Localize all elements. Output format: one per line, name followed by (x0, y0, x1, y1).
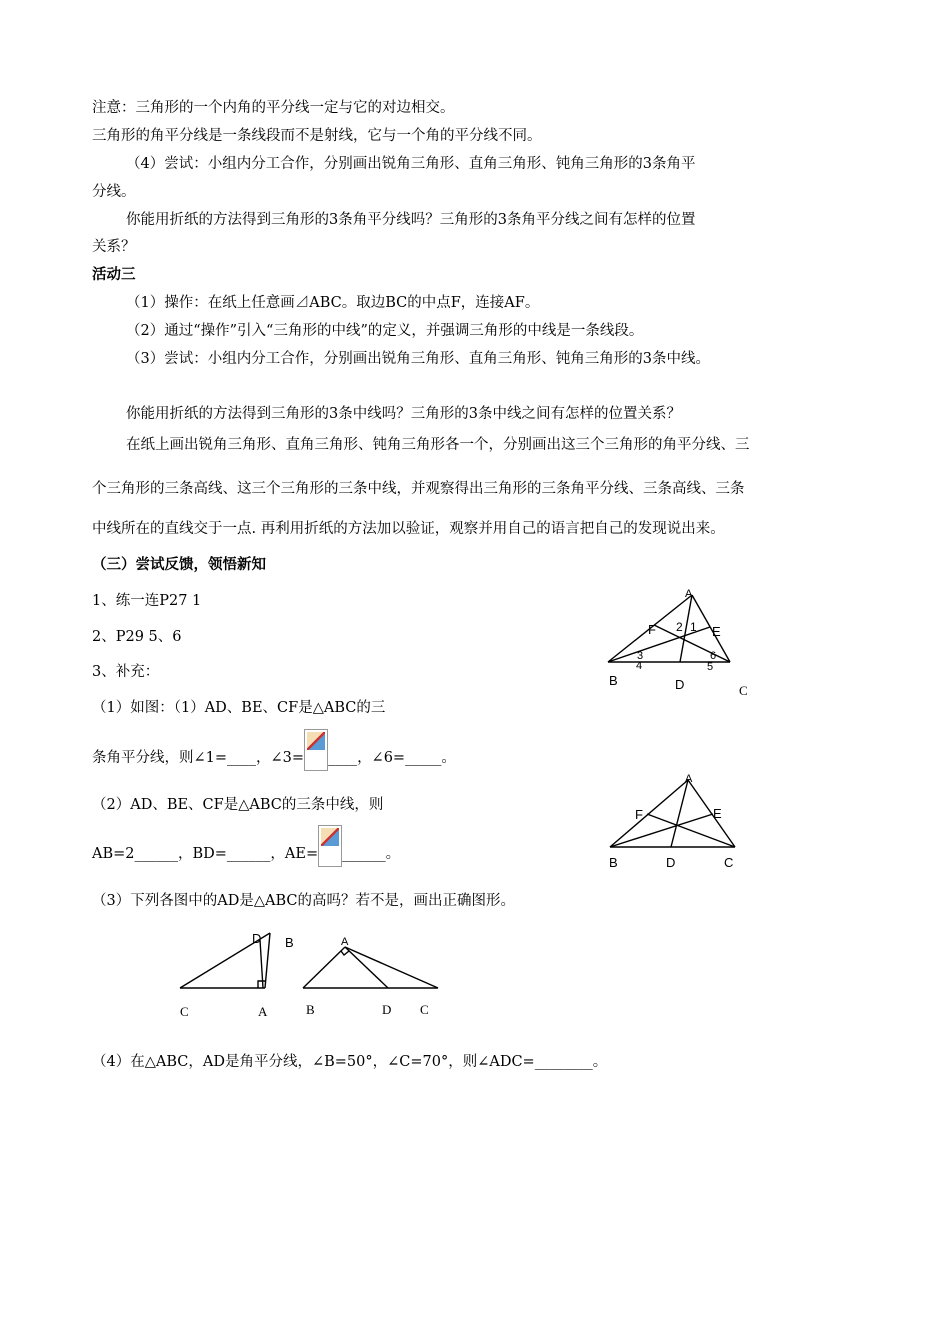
activity-3-heading: 活动三 (92, 267, 136, 283)
note-text: 注意：三角形的一个内角的平分线一定与它的对边相交。 (92, 100, 455, 116)
fig1-label-a: A (685, 588, 693, 600)
fig4-label-c: C (420, 1002, 429, 1017)
fig3-right-angle-mark (258, 981, 265, 988)
fold-bisectors-line1: 你能用折纸的方法得到三角形的3条角平分线吗？三角形的3条角平分线之间有怎样的位置 (126, 212, 696, 228)
supp-1-part2: ____，∠6=_____。 (328, 750, 456, 766)
fig4-label-b: B (306, 1002, 315, 1017)
fig1-label-5: 5 (707, 661, 714, 673)
bisector-segment-text: 三角形的角平分线是一条线段而不是射线，它与一个角的平分线不同。 (92, 128, 542, 144)
fig4-label-a: A (341, 936, 349, 948)
fig2-label-a: A (685, 773, 693, 785)
supp-1-line2 (92, 749, 456, 771)
fig2-median-ad (671, 780, 688, 847)
figure-right-triangle (170, 928, 310, 1028)
fig3-label-b: B (285, 935, 294, 950)
fig2-label-b: B (609, 855, 618, 870)
fig1-label-2: 2 (676, 620, 683, 634)
supp-1-line1: （1）如图：（1）AD、BE、CF是△ABC的三 (92, 700, 386, 716)
exercise-2: 2、P29 5、6 (92, 629, 182, 645)
fig4-angle-mark (341, 951, 349, 955)
figure-angle-bisectors (600, 585, 760, 700)
fig1-label-1: 1 (690, 620, 697, 634)
activity-3-step-3: （3）尝试：小组内分工合作，分别画出锐角三角形、直角三角形、钝角三角形的3条中线。 (126, 351, 710, 367)
fig3-side-ab (265, 933, 270, 988)
embedded-image-placeholder (304, 729, 328, 771)
exercise-1: 1、练一连P27 1 (92, 593, 202, 609)
fig1-label-b: B (609, 673, 618, 688)
fold-medians-question: 你能用折纸的方法得到三角形的3条中线吗？三角形的3条中线之间有怎样的位置关系？ (126, 406, 681, 422)
fig2-label-e: E (713, 806, 722, 821)
fig2-side-ac (688, 780, 735, 847)
fig3-label-d: D (252, 931, 262, 946)
try-bisectors-line2: 分线。 (92, 184, 136, 200)
fig4-side-ba (303, 947, 345, 988)
section-3-heading: （三）尝试反馈，领悟新知 (92, 557, 266, 573)
supp-2-line2 (92, 845, 400, 867)
supp-3: （3）下列各图中的AD是△ABC的高吗？若不是，画出正确图形。 (92, 893, 515, 909)
fold-bisectors-line2: 关系？ (92, 239, 136, 255)
activity-3-step-1: （1）操作：在纸上任意画⊿ABC。取边BC的中点F，连接AF。 (126, 295, 540, 311)
supp-2-line1: （2）AD、BE、CF是△ABC的三条中线，则 (92, 797, 384, 813)
fig2-label-d: D (666, 855, 676, 870)
fig4-label-d: D (382, 1002, 392, 1017)
fig2-label-c: C (724, 855, 734, 870)
fig3-label-c: C (180, 1004, 189, 1019)
fig4-segment-ad (345, 947, 388, 988)
fig3-label-a: A (258, 1004, 268, 1019)
activity-3-step-2: （2）通过“操作”引入“三角形的中线”的定义，并强调三角形的中线是一条线段。 (126, 323, 644, 339)
draw-task-line1: 在纸上画出锐角三角形、直角三角形、钝角三角形各一个，分别画出这三个三角形的角平分线、三 (126, 437, 750, 453)
fig2-label-f: F (635, 807, 643, 822)
fig1-label-e: E (712, 624, 721, 639)
embedded-image-placeholder-2 (318, 825, 342, 867)
supp-4: （4）在△ABC，AD是角平分线，∠B=50°，∠C=70°，则∠ADC=________。 (92, 1054, 608, 1070)
fig2-side-ab (610, 780, 688, 847)
fig1-label-4: 4 (636, 660, 643, 672)
draw-task-line3: 中线所在的直线交于一点. 再利用折纸的方法加以验证，观察并用自己的语言把自己的发现说出来。 (92, 521, 725, 537)
fig1-label-c: C (739, 683, 748, 698)
fig1-label-f: F (648, 622, 656, 637)
fig4-side-ac (345, 947, 438, 988)
figure-medians (605, 772, 745, 872)
try-bisectors-line1: （4）尝试：小组内分工合作，分别画出锐角三角形、直角三角形、钝角三角形的3条角平 (126, 156, 696, 172)
supp-2-part1: AB=2______，BD=______，AE= (92, 846, 319, 862)
draw-task-line2: 个三角形的三条高线、这三个三角形的三条中线，并观察得出三角形的三条角平分线、三条高线、三条 (92, 481, 745, 497)
figure-obtuse-triangle (298, 935, 448, 1025)
supp-2-part2: ______。 (342, 846, 401, 862)
fig1-label-3: 3 (637, 650, 644, 662)
fig1-label-6: 6 (710, 650, 717, 662)
fig1-label-d: D (675, 677, 685, 692)
exercise-3: 3、补充： (92, 664, 160, 680)
supp-1-part1: 条角平分线，则∠1=____，∠3= (92, 750, 305, 766)
